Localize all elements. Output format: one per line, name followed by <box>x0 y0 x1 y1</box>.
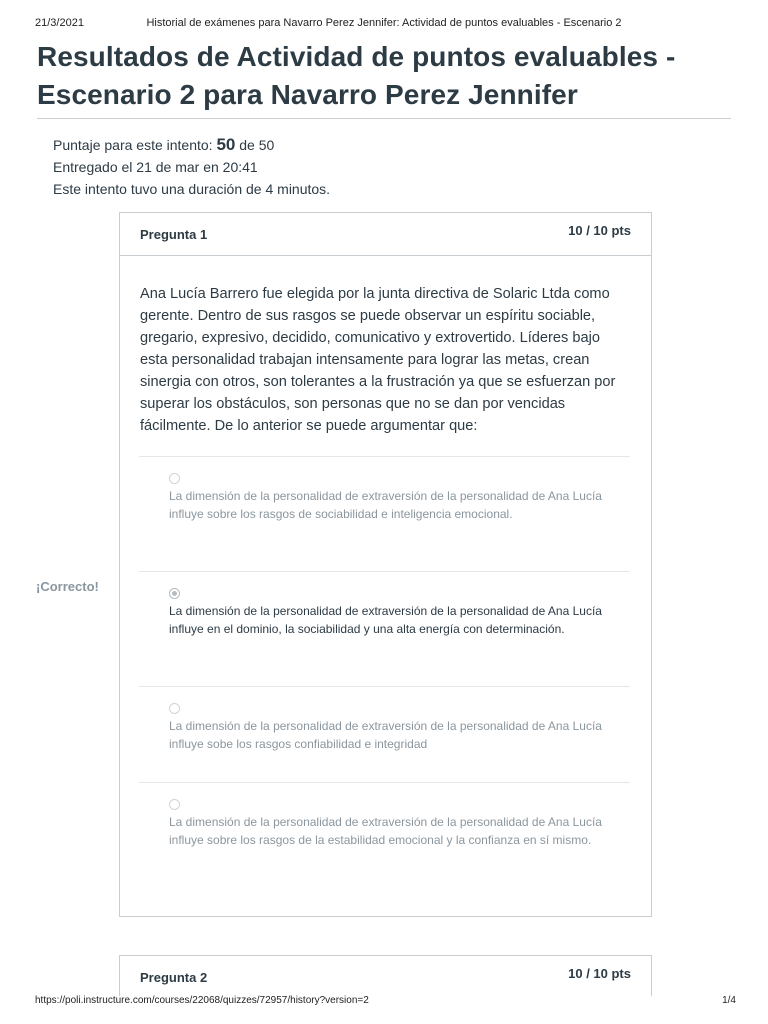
question-header <box>120 213 651 256</box>
answer-text: La dimensión de la personalidad de extraversión de la personalidad de Ana Lucía influye en el dominio, la sociabilidad y una alta energía con determinación. <box>169 604 602 636</box>
question-header <box>120 956 651 996</box>
question-title: Pregunta 1 <box>140 227 208 242</box>
title-divider <box>37 118 731 119</box>
duration-line: Este intento tuvo una duración de 4 minutos. <box>53 181 331 197</box>
print-footer <box>0 993 768 1009</box>
print-date: 21/3/2021 <box>35 17 84 29</box>
question-points: 10 / 10 pts <box>568 966 631 981</box>
score-value: 50 <box>216 135 236 154</box>
score-total: de 50 <box>239 137 275 153</box>
page-title: Resultados de Actividad de puntos evaluables - Escenario 2 para Navarro Perez Jennifer <box>37 41 676 110</box>
score-line <box>53 134 330 156</box>
radio-button-selected[interactable] <box>169 588 180 599</box>
page-number: 1/4 <box>722 995 736 1006</box>
answer-option[interactable] <box>139 782 630 893</box>
print-document-title: Historial de exámenes para Navarro Perez Jennifer: Actividad de puntos evaluables - Escenario 2 <box>146 17 622 29</box>
attempt-summary <box>53 134 330 200</box>
question-points: 10 / 10 pts <box>568 223 631 238</box>
answer-option[interactable] <box>139 686 630 782</box>
print-header <box>0 14 768 34</box>
submitted-line: Entregado el 21 de mar en 20:41 <box>53 159 258 175</box>
answer-option-selected[interactable] <box>139 571 630 686</box>
radio-button[interactable] <box>169 703 180 714</box>
question-2 <box>119 955 652 996</box>
question-title: Pregunta 2 <box>140 970 208 985</box>
correct-indicator: ¡Correcto! <box>25 570 120 602</box>
score-label: Puntaje para este intento: <box>53 137 213 153</box>
radio-button[interactable] <box>169 799 180 810</box>
radio-button[interactable] <box>169 473 180 484</box>
question-text: Ana Lucía Barrero fue elegida por la junta directiva de Solaric Ltda como gerente. Dentro de sus rasgos se puede observar un espíritu sociable, gregario, expresivo, decidido, comunicativo y extrovertido. Líderes bajo esta personalidad trabajan intensamente para lograr las metas, crean sinergia con otros, son tolerantes a la frustración ya que se esfuerzan por superar los obstáculos, son personas que no se dan por vencidas fácilmente. De lo anterior se puede argumentar que: <box>140 286 616 434</box>
answer-text: La dimensión de la personalidad de extraversión de la personalidad de Ana Lucía influye sobe los rasgos confiabilidad e integridad <box>169 719 602 751</box>
answer-text: La dimensión de la personalidad de extraversión de la personalidad de Ana Lucía influye sobre los rasgos de la estabilidad emocional y la confianza en sí mismo. <box>169 815 602 847</box>
question-1 <box>119 212 652 917</box>
answer-option[interactable] <box>139 456 630 571</box>
answer-text: La dimensión de la personalidad de extraversión de la personalidad de Ana Lucía influye sobre los rasgos de sociabilidad e inteligencia emocional. <box>169 489 602 521</box>
page-url: https://poli.instructure.com/courses/22068/quizzes/72957/history?version=2 <box>35 995 369 1006</box>
